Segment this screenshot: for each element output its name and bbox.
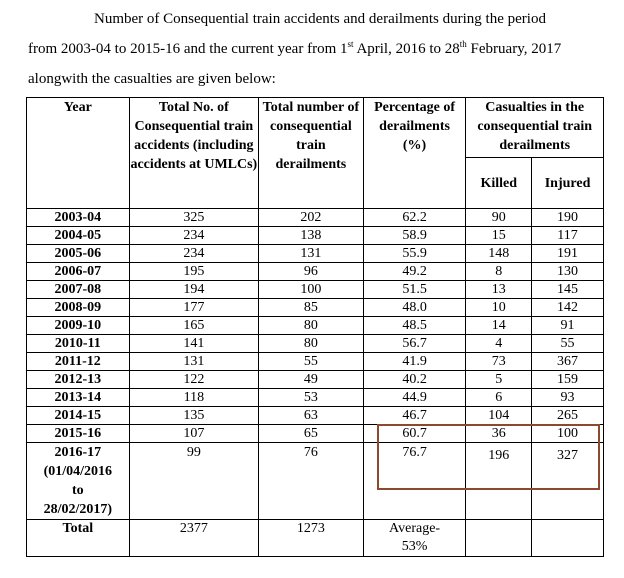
year-line-3: to [71, 483, 84, 498]
cell-injured: 100 [532, 425, 604, 443]
table-row [27, 209, 604, 227]
table-row [27, 335, 604, 353]
cell-total-injured [532, 520, 604, 557]
cell-killed: 36 [466, 425, 532, 443]
cell-accidents: 234 [129, 245, 258, 263]
year-line-4: 28/02/2017) [43, 502, 113, 517]
cell-killed: 13 [466, 281, 532, 299]
cell-injured: 367 [532, 353, 604, 371]
header-row [27, 98, 604, 158]
intro-paragraph [28, 4, 608, 94]
table-row [27, 371, 604, 389]
cell-injured: 327 [532, 443, 604, 520]
cell-year: 2013-14 [27, 389, 130, 407]
cell-year: 2003-04 [27, 209, 130, 227]
header-year: Year [27, 98, 130, 209]
intro-line-2-b: April, 2016 to 28 [353, 41, 460, 57]
cell-year: 2006-07 [27, 263, 130, 281]
cell-derailments: 53 [259, 389, 364, 407]
cell-accidents: 99 [129, 443, 258, 520]
cell-killed: 5 [466, 371, 532, 389]
cell-percentage: 76.7 [363, 443, 466, 520]
cell-killed: 4 [466, 335, 532, 353]
cell-derailments: 55 [259, 353, 364, 371]
cell-injured: 159 [532, 371, 604, 389]
header-killed: Killed [466, 158, 532, 209]
cell-derailments: 49 [259, 371, 364, 389]
cell-derailments: 76 [259, 443, 364, 520]
cell-killed: 73 [466, 353, 532, 371]
intro-line-2-a: from 2003-04 to 2015-16 and the current year from 1 [28, 41, 348, 57]
cell-derailments: 80 [259, 317, 364, 335]
intro-line-2-c: February, 2017 [466, 41, 562, 57]
cell-percentage: 48.0 [363, 299, 466, 317]
cell-injured: 190 [532, 209, 604, 227]
header-total-accidents: Total No. of Consequential train accidents (including accidents at UMLCs) [129, 98, 258, 209]
table-row-total [27, 520, 604, 557]
table-row [27, 263, 604, 281]
cell-accidents: 107 [129, 425, 258, 443]
ordinal-st: st [347, 39, 354, 49]
cell-accidents: 195 [129, 263, 258, 281]
cell-accidents: 325 [129, 209, 258, 227]
cell-killed: 6 [466, 389, 532, 407]
cell-derailments: 63 [259, 407, 364, 425]
header-casualties: Casualties in the consequential train derailments [466, 98, 604, 158]
table-row [27, 425, 604, 443]
cell-year: 2009-10 [27, 317, 130, 335]
cell-derailments: 80 [259, 335, 364, 353]
average-line-2: 53% [401, 539, 428, 554]
header-injured: Injured [532, 158, 604, 209]
table-row [27, 317, 604, 335]
cell-year: 2005-06 [27, 245, 130, 263]
cell-accidents: 131 [129, 353, 258, 371]
cell-percentage: 41.9 [363, 353, 466, 371]
cell-injured: 191 [532, 245, 604, 263]
cell-year: 2010-11 [27, 335, 130, 353]
cell-injured: 55 [532, 335, 604, 353]
cell-derailments: 202 [259, 209, 364, 227]
table-row [27, 389, 604, 407]
table-row [27, 245, 604, 263]
cell-derailments: 96 [259, 263, 364, 281]
cell-percentage: 48.5 [363, 317, 466, 335]
cell-accidents: 194 [129, 281, 258, 299]
cell-percentage: 46.7 [363, 407, 466, 425]
cell-killed: 90 [466, 209, 532, 227]
table-row [27, 407, 604, 425]
cell-injured: 93 [532, 389, 604, 407]
cell-killed: 15 [466, 227, 532, 245]
cell-injured: 265 [532, 407, 604, 425]
cell-accidents: 122 [129, 371, 258, 389]
cell-derailments: 85 [259, 299, 364, 317]
cell-accidents: 177 [129, 299, 258, 317]
cell-year-current [27, 443, 130, 520]
cell-killed: 10 [466, 299, 532, 317]
cell-accidents: 135 [129, 407, 258, 425]
table-body [27, 209, 604, 557]
cell-killed: 148 [466, 245, 532, 263]
cell-accidents: 118 [129, 389, 258, 407]
cell-percentage: 40.2 [363, 371, 466, 389]
cell-average [363, 520, 466, 557]
cell-percentage: 58.9 [363, 227, 466, 245]
header-percentage: Percentage of derailments (%) [363, 98, 466, 209]
intro-line-1 [28, 4, 608, 34]
table-row-current-year [27, 443, 604, 520]
cell-accidents: 234 [129, 227, 258, 245]
cell-year: 2004-05 [27, 227, 130, 245]
table-row [27, 299, 604, 317]
cell-derailments: 65 [259, 425, 364, 443]
table-row [27, 353, 604, 371]
cell-percentage: 56.7 [363, 335, 466, 353]
header-total-derailments: Total number of consequential train derailments [259, 98, 364, 209]
intro-line-3: alongwith the casualties are given below: [28, 71, 276, 87]
cell-percentage: 51.5 [363, 281, 466, 299]
cell-percentage: 44.9 [363, 389, 466, 407]
cell-percentage: 62.2 [363, 209, 466, 227]
cell-accidents: 165 [129, 317, 258, 335]
cell-percentage: 49.2 [363, 263, 466, 281]
average-line-1: Average- [389, 521, 441, 536]
table-row [27, 281, 604, 299]
cell-killed: 8 [466, 263, 532, 281]
year-line-1: 2016-17 [54, 445, 102, 460]
cell-total-killed [466, 520, 532, 557]
cell-year: 2014-15 [27, 407, 130, 425]
cell-injured: 91 [532, 317, 604, 335]
cell-injured: 130 [532, 263, 604, 281]
accidents-table [26, 97, 604, 557]
cell-accidents: 141 [129, 335, 258, 353]
cell-injured: 142 [532, 299, 604, 317]
cell-percentage: 60.7 [363, 425, 466, 443]
cell-total-label: Total [27, 520, 130, 557]
cell-year: 2007-08 [27, 281, 130, 299]
cell-derailments: 100 [259, 281, 364, 299]
ordinal-th: th [459, 39, 467, 49]
cell-killed: 104 [466, 407, 532, 425]
cell-derailments: 131 [259, 245, 364, 263]
intro-line-2 [28, 34, 608, 64]
intro-line-1-text: Number of Consequential train accidents and derailments during the period [94, 11, 546, 27]
table-row [27, 227, 604, 245]
cell-total-derailments: 1273 [259, 520, 364, 557]
cell-killed: 14 [466, 317, 532, 335]
cell-injured: 117 [532, 227, 604, 245]
cell-year: 2008-09 [27, 299, 130, 317]
cell-year: 2012-13 [27, 371, 130, 389]
year-line-2: (01/04/2016 [43, 464, 113, 479]
cell-derailments: 138 [259, 227, 364, 245]
cell-injured: 145 [532, 281, 604, 299]
cell-percentage: 55.9 [363, 245, 466, 263]
cell-total-accidents: 2377 [129, 520, 258, 557]
cell-killed: 196 [466, 443, 532, 520]
cell-year: 2011-12 [27, 353, 130, 371]
cell-year: 2015-16 [27, 425, 130, 443]
